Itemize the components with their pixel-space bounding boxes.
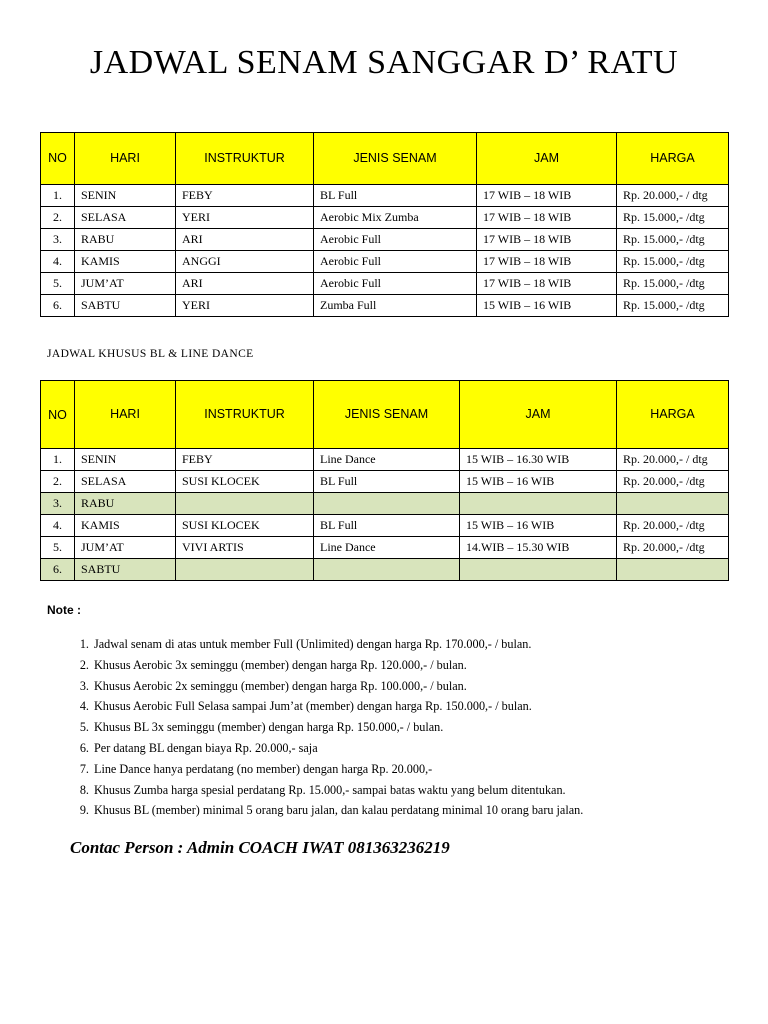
cell-hari: SELASA	[75, 207, 176, 229]
cell-no: 1.	[41, 185, 75, 207]
cell-hari: SABTU	[75, 559, 176, 581]
cell-no: 1.	[41, 449, 75, 471]
cell-harga: Rp. 15.000,- /dtg	[617, 229, 729, 251]
cell-no: 5.	[41, 273, 75, 295]
cell-jam: 15 WIB – 16 WIB	[477, 295, 617, 317]
cell-jenis-senam: Aerobic Full	[314, 229, 477, 251]
header-harga: HARGA	[617, 381, 729, 449]
table-header-row	[41, 133, 729, 185]
cell-instruktur: ARI	[176, 273, 314, 295]
cell-jenis-senam: Zumba Full	[314, 295, 477, 317]
table-row	[41, 229, 729, 251]
cell-hari: RABU	[75, 493, 176, 515]
cell-jam: 15 WIB – 16.30 WIB	[460, 449, 617, 471]
list-item: 1. Jadwal senam di atas untuk member Full (Unlimited) dengan harga Rp. 170.000,- / bulan.	[92, 634, 768, 655]
cell-hari: JUM’AT	[75, 273, 176, 295]
header-hari: HARI	[75, 133, 176, 185]
cell-instruktur	[176, 493, 314, 515]
cell-jam: 17 WIB – 18 WIB	[477, 273, 617, 295]
cell-harga: Rp. 15.000,- /dtg	[617, 273, 729, 295]
header-jam: JAM	[460, 381, 617, 449]
cell-harga: Rp. 20.000,- / dtg	[617, 449, 729, 471]
cell-hari: RABU	[75, 229, 176, 251]
cell-jenis-senam: BL Full	[314, 515, 460, 537]
cell-harga: Rp. 20.000,- / dtg	[617, 185, 729, 207]
cell-jam: 17 WIB – 18 WIB	[477, 185, 617, 207]
special-schedule-table	[40, 380, 729, 581]
header-jenis-senam: JENIS SENAM	[314, 381, 460, 449]
table-row	[41, 251, 729, 273]
table-row	[41, 207, 729, 229]
table-row	[41, 273, 729, 295]
cell-harga: Rp. 15.000,- /dtg	[617, 207, 729, 229]
cell-no: 3.	[41, 493, 75, 515]
cell-instruktur: YERI	[176, 207, 314, 229]
cell-no: 6.	[41, 559, 75, 581]
header-jenis-senam: JENIS SENAM	[314, 133, 477, 185]
cell-jam: 17 WIB – 18 WIB	[477, 207, 617, 229]
cell-harga	[617, 493, 729, 515]
cell-jam: 17 WIB – 18 WIB	[477, 251, 617, 273]
table-row	[41, 515, 729, 537]
cell-hari: KAMIS	[75, 251, 176, 273]
list-item: 4. Khusus Aerobic Full Selasa sampai Jum’at (member) dengan harga Rp. 150.000,- / bulan.	[92, 696, 768, 717]
cell-jenis-senam: Line Dance	[314, 537, 460, 559]
cell-instruktur: FEBY	[176, 449, 314, 471]
cell-jam: 17 WIB – 18 WIB	[477, 229, 617, 251]
cell-instruktur: YERI	[176, 295, 314, 317]
header-hari: HARI	[75, 381, 176, 449]
notes-list	[56, 634, 768, 821]
cell-jam: 15 WIB – 16 WIB	[460, 471, 617, 493]
table-row	[41, 493, 729, 515]
cell-jenis-senam	[314, 559, 460, 581]
table-row	[41, 449, 729, 471]
table-row	[41, 537, 729, 559]
header-instruktur: INSTRUKTUR	[176, 381, 314, 449]
cell-instruktur: VIVI ARTIS	[176, 537, 314, 559]
cell-no: 2.	[41, 207, 75, 229]
cell-jenis-senam: Aerobic Mix Zumba	[314, 207, 477, 229]
cell-instruktur	[176, 559, 314, 581]
table-header-row	[41, 381, 729, 449]
cell-hari: SELASA	[75, 471, 176, 493]
header-harga: HARGA	[617, 133, 729, 185]
cell-harga	[617, 559, 729, 581]
cell-no: 5.	[41, 537, 75, 559]
table-row	[41, 471, 729, 493]
header-instruktur: INSTRUKTUR	[176, 133, 314, 185]
cell-hari: KAMIS	[75, 515, 176, 537]
cell-harga: Rp. 15.000,- /dtg	[617, 295, 729, 317]
cell-jam: 15 WIB – 16 WIB	[460, 515, 617, 537]
note-heading: Note :	[47, 603, 81, 617]
cell-harga: Rp. 20.000,- /dtg	[617, 515, 729, 537]
cell-hari: SABTU	[75, 295, 176, 317]
main-schedule-table	[40, 132, 729, 317]
cell-jenis-senam: BL Full	[314, 471, 460, 493]
cell-instruktur: SUSI KLOCEK	[176, 471, 314, 493]
cell-jam	[460, 559, 617, 581]
cell-harga: Rp. 15.000,- /dtg	[617, 251, 729, 273]
cell-jenis-senam: Line Dance	[314, 449, 460, 471]
page-title: JADWAL SENAM SANGGAR D’ RATU	[89, 44, 679, 81]
cell-jam	[460, 493, 617, 515]
cell-jenis-senam	[314, 493, 460, 515]
header-no: NO	[41, 381, 75, 449]
cell-hari: JUM’AT	[75, 537, 176, 559]
cell-no: 2.	[41, 471, 75, 493]
cell-instruktur: SUSI KLOCEK	[176, 515, 314, 537]
cell-no: 3.	[41, 229, 75, 251]
cell-instruktur: ARI	[176, 229, 314, 251]
list-item: 8. Khusus Zumba harga spesial perdatang Rp. 15.000,- sampai batas waktu yang belum ditentukan.	[92, 780, 768, 801]
table-row	[41, 295, 729, 317]
header-jam: JAM	[477, 133, 617, 185]
cell-jenis-senam: Aerobic Full	[314, 273, 477, 295]
cell-no: 6.	[41, 295, 75, 317]
table-row	[41, 185, 729, 207]
header-no: NO	[41, 133, 75, 185]
special-schedule-heading: JADWAL KHUSUS BL & LINE DANCE	[47, 348, 254, 360]
list-item: 6. Per datang BL dengan biaya Rp. 20.000,- saja	[92, 738, 768, 759]
cell-jenis-senam: Aerobic Full	[314, 251, 477, 273]
table-row	[41, 559, 729, 581]
cell-instruktur: FEBY	[176, 185, 314, 207]
cell-harga: Rp. 20.000,- /dtg	[617, 471, 729, 493]
cell-jam: 14.WIB – 15.30 WIB	[460, 537, 617, 559]
list-item: 3. Khusus Aerobic 2x seminggu (member) dengan harga Rp. 100.000,- / bulan.	[92, 676, 768, 697]
cell-hari: SENIN	[75, 185, 176, 207]
contact-person: Contac Person : Admin COACH IWAT 081363236219	[70, 838, 450, 857]
cell-no: 4.	[41, 515, 75, 537]
list-item: 2. Khusus Aerobic 3x seminggu (member) dengan harga Rp. 120.000,- / bulan.	[92, 655, 768, 676]
list-item: 9. Khusus BL (member) minimal 5 orang baru jalan, dan kalau perdatang minimal 10 orang baru jalan.	[92, 800, 768, 821]
cell-instruktur: ANGGI	[176, 251, 314, 273]
cell-hari: SENIN	[75, 449, 176, 471]
cell-jenis-senam: BL Full	[314, 185, 477, 207]
cell-harga: Rp. 20.000,- /dtg	[617, 537, 729, 559]
list-item: 5. Khusus BL 3x seminggu (member) dengan harga Rp. 150.000,- / bulan.	[92, 717, 768, 738]
cell-no: 4.	[41, 251, 75, 273]
list-item: 7. Line Dance hanya perdatang (no member) dengan harga Rp. 20.000,-	[92, 759, 768, 780]
